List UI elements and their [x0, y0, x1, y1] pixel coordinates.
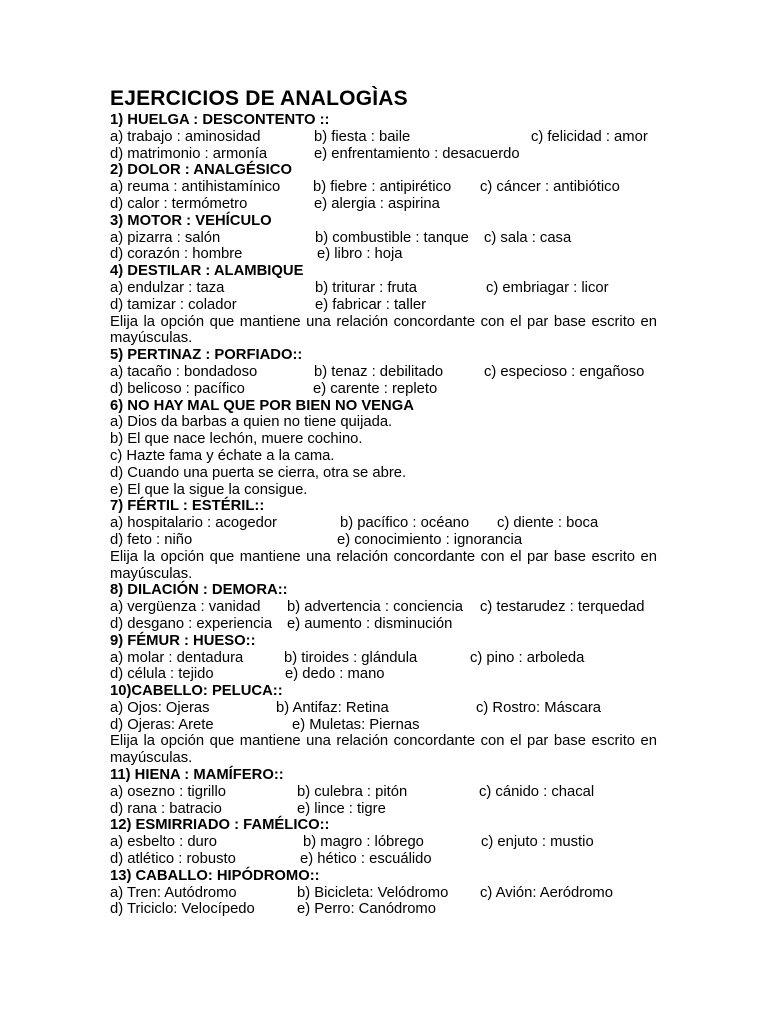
- options-row: [110, 482, 670, 499]
- answer-option: b) triturar : fruta: [315, 279, 417, 296]
- answer-option: c) especioso : engañoso: [484, 363, 645, 380]
- question-heading: 10)CABELLO: PELUCA::: [110, 683, 283, 700]
- options-row: [110, 650, 670, 667]
- answer-option: c) testarudez : terquedad: [480, 599, 645, 616]
- answer-option: a) tacaño : bondadoso: [110, 363, 258, 380]
- options-row: [110, 179, 670, 196]
- answer-option: e) Perro: Canódromo: [297, 901, 436, 918]
- answer-option: e) Muletas: Piernas: [292, 716, 420, 733]
- question-heading: 1) HUELGA : DESCONTENTO ::: [110, 112, 330, 128]
- answer-option: e) enfrentamiento : desacuerdo: [314, 145, 520, 162]
- answer-option: d) calor : termómetro: [110, 195, 248, 212]
- question-heading: 13) CABALLO: HIPÓDROMO::: [110, 867, 320, 884]
- answer-option: d) rana : batracio: [110, 800, 222, 817]
- answer-option: b) fiebre : antipirético: [313, 179, 452, 196]
- options-row: [110, 448, 670, 465]
- answer-option: d) matrimonio : armonía: [110, 145, 268, 162]
- answer-option: c) diente : boca: [497, 515, 599, 532]
- options-row: [110, 901, 670, 918]
- options-row: [110, 364, 670, 381]
- instruction-text: Elija la opción que mantiene una relación concordante con el par base escrito en mayúsculas.: [110, 733, 657, 767]
- answer-option: e) aumento : disminución: [287, 615, 453, 632]
- question-heading: 7) FÉRTIL : ESTÉRIL::: [110, 498, 265, 515]
- answer-option: b) advertencia : conciencia: [287, 599, 464, 616]
- answer-option: b) Antifaz: Retina: [276, 699, 389, 716]
- answer-option: c) pino : arboleda: [470, 649, 585, 666]
- options-row: [110, 616, 670, 633]
- answer-option: a) hospitalario : acogedor: [110, 515, 277, 532]
- answer-option: e) alergia : aspirina: [314, 195, 440, 212]
- answer-option: d) atlético : robusto: [110, 851, 236, 868]
- answer-option: a) vergüenza : vanidad: [110, 599, 261, 616]
- instruction-text: Elija la opción que mantiene una relación concordante con el par base escrito en mayúsculas.: [110, 313, 657, 347]
- options-row: [110, 196, 670, 213]
- options-row: [110, 834, 670, 851]
- options-row: [110, 532, 670, 549]
- question-heading: 5) PERTINAZ : PORFIADO::: [110, 347, 303, 364]
- options-row: [110, 381, 670, 398]
- answer-option: b) El que nace lechón, muere cochino.: [110, 431, 363, 448]
- options-row: [110, 784, 670, 801]
- answer-option: d) belicoso : pacífico: [110, 380, 245, 397]
- answer-option: a) Ojos: Ojeras: [110, 699, 210, 716]
- question-heading: 4) DESTILAR : ALAMBIQUE: [110, 263, 304, 280]
- exercise-list: [110, 112, 670, 918]
- options-row: [110, 599, 670, 616]
- answer-option: b) culebra : pitón: [297, 783, 408, 800]
- options-row: [110, 465, 670, 482]
- question-heading: 9) FÉMUR : HUESO::: [110, 632, 256, 649]
- answer-option: a) pizarra : salón: [110, 229, 221, 246]
- answer-option: b) fiesta : baile: [314, 128, 411, 145]
- answer-option: b) Bicicleta: Velódromo: [297, 884, 449, 901]
- answer-option: b) tenaz : debilitado: [314, 363, 444, 380]
- answer-option: b) combustible : tanque: [315, 229, 469, 246]
- answer-option: d) desgano : experiencia: [110, 615, 273, 632]
- document-page: [110, 86, 670, 918]
- answer-option: e) hético : escuálido: [300, 851, 432, 868]
- answer-option: e) lince : tigre: [297, 800, 386, 817]
- answer-option: a) Dios da barbas a quien no tiene quijada.: [110, 414, 393, 431]
- answer-option: e) dedo : mano: [285, 666, 385, 683]
- answer-option: d) Cuando una puerta se cierra, otra se abre.: [110, 464, 407, 481]
- answer-option: a) molar : dentadura: [110, 649, 244, 666]
- page-title: EJERCICIOS DE ANALOGÌAS: [110, 87, 408, 110]
- options-row: [110, 230, 670, 247]
- options-row: [110, 666, 670, 683]
- options-row: [110, 801, 670, 818]
- options-row: [110, 246, 670, 263]
- question-heading: 6) NO HAY MAL QUE POR BIEN NO VENGA: [110, 397, 414, 414]
- answer-option: c) embriagar : licor: [486, 279, 609, 296]
- answer-option: b) magro : lóbrego: [303, 834, 424, 851]
- answer-option: d) tamizar : colador: [110, 296, 237, 313]
- question-heading: 2) DOLOR : ANALGÉSICO: [110, 162, 292, 179]
- answer-option: d) feto : niño: [110, 531, 193, 548]
- answer-option: d) Triciclo: Velocípedo: [110, 901, 255, 918]
- answer-option: e) fabricar : taller: [315, 296, 427, 313]
- question-heading: 12) ESMIRRIADO : FAMÉLICO::: [110, 817, 330, 834]
- question-heading: 8) DILACIÓN : DEMORA::: [110, 582, 288, 599]
- options-row: [110, 414, 670, 431]
- answer-option: c) sala : casa: [484, 229, 572, 246]
- answer-option: c) Avión: Aeródromo: [480, 884, 613, 901]
- answer-option: a) osezno : tigrillo: [110, 783, 226, 800]
- answer-option: b) pacífico : océano: [340, 515, 470, 532]
- answer-option: d) célula : tejido: [110, 666, 214, 683]
- options-row: [110, 431, 670, 448]
- options-row: [110, 129, 670, 146]
- question-heading: 11) HIENA : MAMÍFERO::: [110, 767, 284, 784]
- options-row: [110, 146, 670, 163]
- answer-option: d) corazón : hombre: [110, 246, 243, 263]
- answer-option: a) endulzar : taza: [110, 279, 225, 296]
- options-row: [110, 717, 670, 734]
- answer-option: c) Hazte fama y échate a la cama.: [110, 447, 335, 464]
- options-row: [110, 515, 670, 532]
- answer-option: d) Ojeras: Arete: [110, 716, 214, 733]
- options-row: [110, 700, 670, 717]
- question-heading: 3) MOTOR : VEHÍCULO: [110, 212, 272, 229]
- answer-option: a) trabajo : aminosidad: [110, 128, 261, 145]
- options-row: [110, 885, 670, 902]
- answer-option: c) enjuto : mustio: [481, 834, 594, 851]
- answer-option: c) felicidad : amor: [531, 128, 648, 145]
- options-row: [110, 297, 670, 314]
- answer-option: a) reuma : antihistamínico: [110, 179, 281, 196]
- answer-option: e) El que la sigue la consigue.: [110, 481, 308, 498]
- answer-option: a) esbelto : duro: [110, 834, 217, 851]
- options-row: [110, 851, 670, 868]
- answer-option: c) cáncer : antibiótico: [480, 179, 620, 196]
- answer-option: e) carente : repleto: [313, 380, 438, 397]
- options-row: [110, 280, 670, 297]
- answer-option: c) Rostro: Máscara: [476, 699, 601, 716]
- instruction-text: Elija la opción que mantiene una relación concordante con el par base escrito en mayúsculas.: [110, 548, 657, 582]
- answer-option: c) cánido : chacal: [479, 783, 595, 800]
- answer-option: b) tiroides : glándula: [284, 649, 418, 666]
- answer-option: e) libro : hoja: [317, 246, 403, 263]
- answer-option: e) conocimiento : ignorancia: [337, 531, 523, 548]
- answer-option: a) Tren: Autódromo: [110, 884, 237, 901]
